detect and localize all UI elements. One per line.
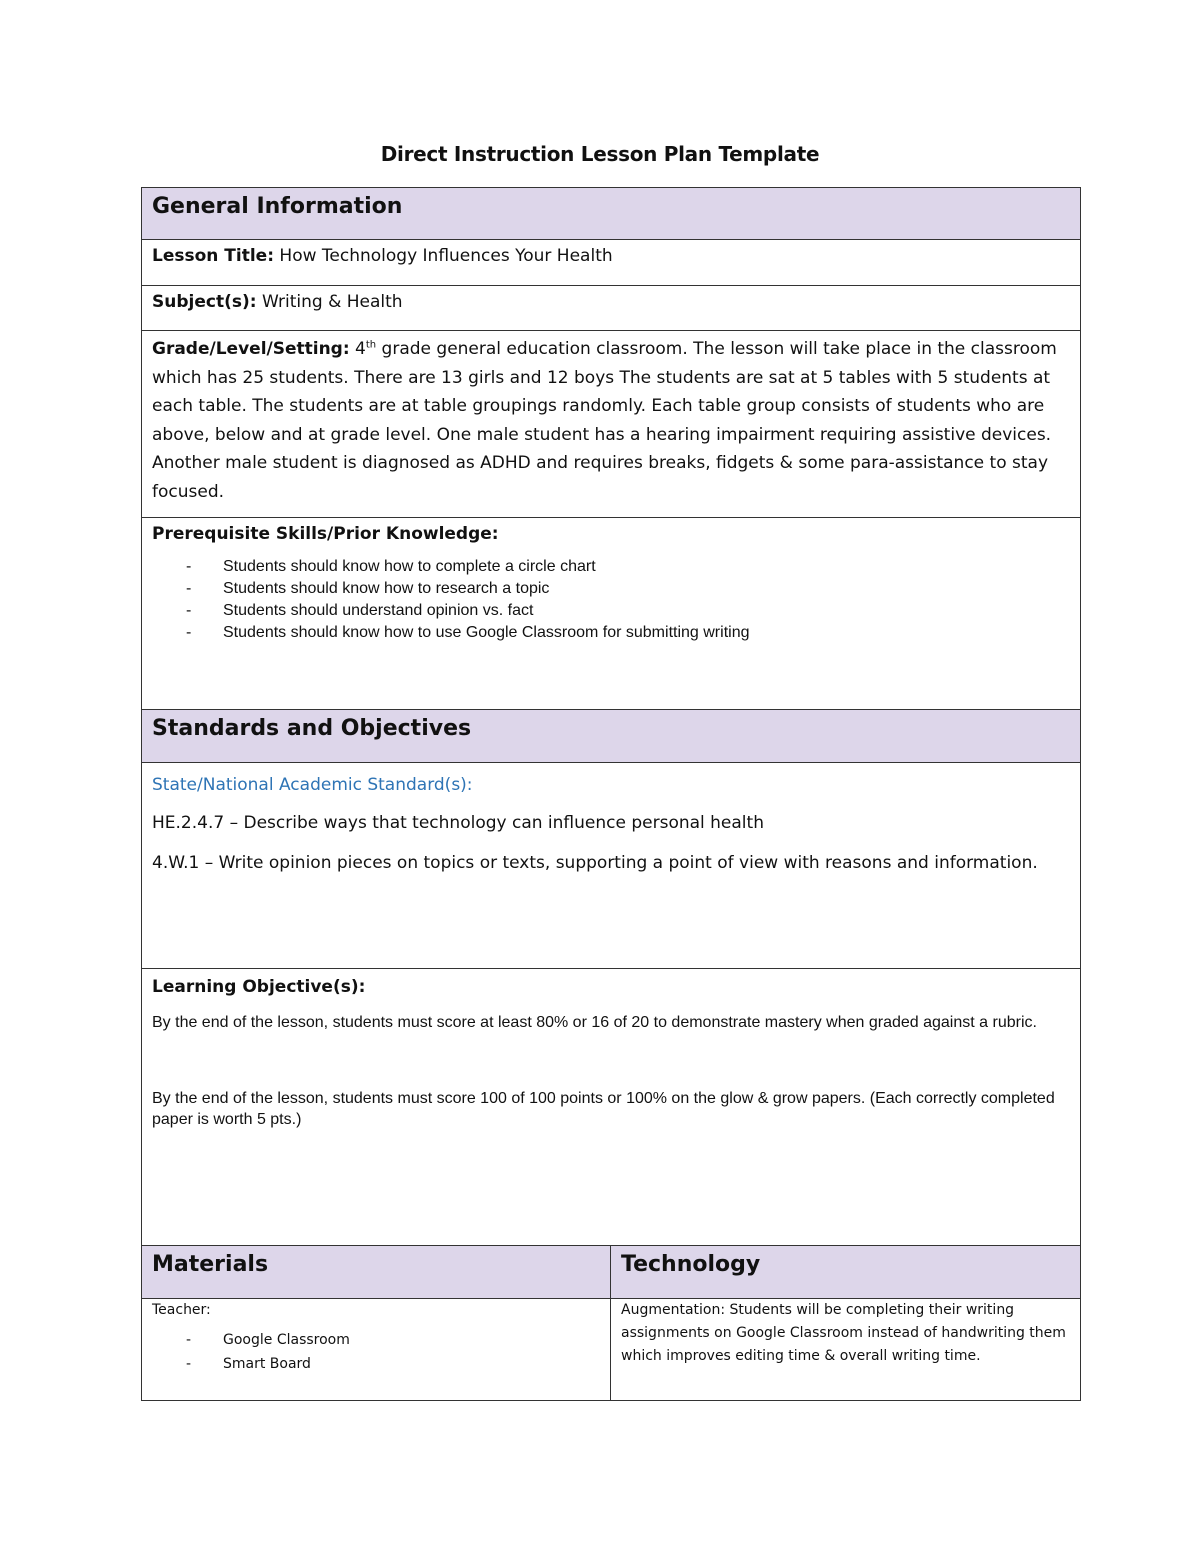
subjects-value: Writing & Health (256, 292, 403, 312)
grade-description: grade general education classroom. The lesson will take place in the classroom which has 25 students. There are 13 girls and 12 boys The students are sat at 5 tables with 5 students at each table. The students are at table groupings randomly. Each table group consists of students who are above, below and at grade level. One male student has a hearing impairment requiring assistive devices. Another male student is diagnosed as ADHD and requires breaks, fidgets & some para-assistance to stay focused. (152, 339, 1057, 502)
standards-row (141, 763, 1081, 969)
grade-level-setting-row (141, 331, 1081, 518)
materials-cell (142, 1299, 611, 1400)
materials-header (142, 1246, 611, 1299)
grade-number: 4 (349, 339, 366, 359)
materials-technology-row (141, 1299, 1081, 1401)
list-item: - Students should know how to complete a circle chart (152, 556, 1070, 578)
prerequisite-skills-row (141, 518, 1081, 710)
lesson-title-value: How Technology Influences Your Health (274, 246, 613, 266)
state-standards-label: State/National Academic Standard(s): (152, 775, 473, 795)
standard-writing: 4.W.1 – Write opinion pieces on topics or texts, supporting a point of view with reasons and information. (152, 853, 1038, 873)
technology-heading: Technology (621, 1252, 761, 1277)
standard-health: HE.2.4.7 – Describe ways that technology can influence personal health (152, 813, 764, 833)
list-item: - Google Classroom (152, 1328, 600, 1352)
general-information-heading: General Information (152, 194, 403, 219)
standards-objectives-header (141, 710, 1081, 763)
objective-rubric: By the end of the lesson, students must score at least 80% or 16 of 20 to demonstrate mastery when graded against a rubric. (152, 1014, 1037, 1031)
list-item: - Students should know how to use Google Classroom for submitting writing (152, 622, 1070, 644)
lesson-title-label: Lesson Title: (152, 246, 275, 266)
standards-objectives-heading: Standards and Objectives (152, 716, 472, 741)
technology-header (611, 1246, 1080, 1299)
learning-objectives-label: Learning Objective(s): (152, 977, 366, 997)
objective-glow-grow: By the end of the lesson, students must score 100 of 100 points or 100% on the glow & grow papers. (Each correctly completed paper is worth 5 pts.) (152, 1090, 1055, 1128)
document-title: Direct Instruction Lesson Plan Template (380, 142, 820, 166)
grade-label: Grade/Level/Setting: (152, 339, 350, 359)
technology-cell (611, 1299, 1080, 1400)
list-item: - Students should understand opinion vs. fact (152, 600, 1070, 622)
lesson-title-row (141, 240, 1081, 286)
list-item: - Students should know how to research a topic (152, 578, 1070, 600)
general-information-header (141, 187, 1081, 240)
materials-heading: Materials (152, 1252, 269, 1277)
technology-text: Augmentation: Students will be completing their writing assignments on Google Classroom instead of handwriting them which improves editing time & overall writing time. (621, 1302, 1066, 1364)
learning-objectives-row (141, 969, 1081, 1246)
subjects-row (141, 286, 1081, 331)
materials-list (152, 1328, 600, 1376)
subjects-label: Subject(s): (152, 292, 257, 312)
prerequisite-list (152, 556, 1070, 644)
lesson-plan-table (141, 187, 1081, 1401)
materials-technology-header (141, 1246, 1081, 1299)
prerequisite-label: Prerequisite Skills/Prior Knowledge: (152, 524, 499, 544)
list-item: - Smart Board (152, 1352, 600, 1376)
grade-ordinal-suffix: th (365, 339, 377, 351)
teacher-label: Teacher: (152, 1302, 211, 1318)
